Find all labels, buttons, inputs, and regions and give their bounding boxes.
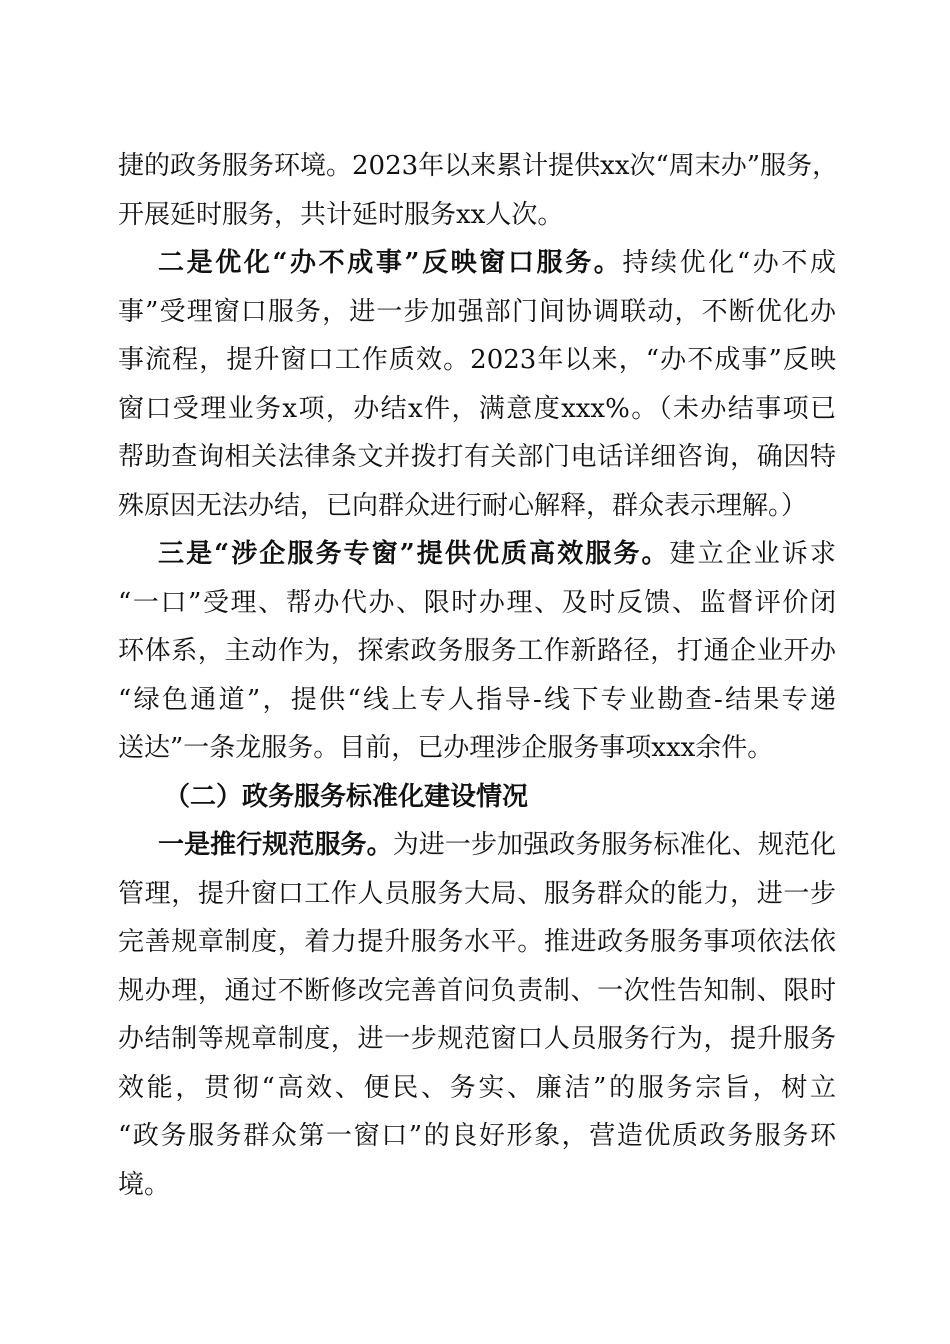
paragraph-first-line bbox=[118, 530, 836, 579]
paragraph-line: 事”受理窗口服务，进一步加强部门间协调联动，不断优化办 bbox=[118, 296, 836, 327]
paragraph-lead: 一是推行规范服务。 bbox=[158, 830, 393, 860]
section-heading: （二）政务服务标准化建设情况 bbox=[164, 781, 529, 812]
paragraph-line: 事流程，提升窗口工作质效。2023年以来，“办不成事”反映 bbox=[118, 345, 836, 375]
document-body bbox=[118, 142, 839, 1209]
paragraph-line: “政务服务群众第一窗口”的良好形象，营造优质政务服务环 bbox=[118, 1121, 836, 1151]
paragraph-first-line bbox=[118, 239, 836, 288]
paragraph-line: 效能，贯彻“高效、便民、务实、廉洁”的服务宗旨，树立 bbox=[118, 1072, 836, 1103]
paragraph-line: 规办理，通过不断修改完善首问负责制、一次性告知制、限时 bbox=[118, 975, 836, 1006]
paragraph-first-line bbox=[118, 821, 836, 870]
paragraph-line: 开展延时服务，共计延时服务xx人次。 bbox=[118, 199, 564, 230]
paragraph-line: 送达”一条龙服务。目前，已办理涉企服务事项xxx余件。 bbox=[118, 733, 774, 763]
paragraph-line: 完善规章制度，着力提升服务水平。推进政务服务事项依法依 bbox=[118, 927, 836, 957]
paragraph-text: 持续优化“办不成 bbox=[622, 248, 836, 278]
paragraph-line: 殊原因无法办结，已向群众进行耐心解释，群众表示理解。） bbox=[118, 490, 808, 521]
paragraph-line: 窗口受理业务x项，办结x件，满意度xxx%。（未办结事项已 bbox=[118, 393, 836, 424]
paragraph-line: 捷的政务服务环境。2023年以来累计提供xx次“周末办”服务， bbox=[118, 151, 839, 181]
paragraph-lead: 二是优化“办不成事”反映窗口服务。 bbox=[158, 248, 623, 278]
paragraph-line: 帮助查询相关法律条文并拨打有关部门电话详细咨询，确因特 bbox=[118, 442, 836, 472]
paragraph-line: “一口”受理、帮办代办、限时办理、及时反馈、监督评价闭 bbox=[118, 587, 836, 618]
paragraph-line: 办结制等规章制度，进一步规范窗口人员服务行为，提升服务 bbox=[118, 1024, 836, 1054]
paragraph-line: 管理，提升窗口工作人员服务大局、服务群众的能力，进一步 bbox=[118, 878, 836, 909]
paragraph-lead: 三是“涉企服务专窗”提供优质高效服务。 bbox=[158, 539, 670, 569]
paragraph-text: 建立企业诉求 bbox=[669, 539, 836, 569]
paragraph-line: “绿色通道”，提供“线上专人指导-线下专业勘查-结果专递 bbox=[118, 684, 836, 715]
paragraph-line: 环体系，主动作为，探索政务服务工作新路径，打通企业开办 bbox=[118, 636, 836, 666]
paragraph-line: 境。 bbox=[118, 1169, 171, 1200]
paragraph-text: 为进一步加强政务服务标准化、规范化 bbox=[392, 830, 836, 860]
